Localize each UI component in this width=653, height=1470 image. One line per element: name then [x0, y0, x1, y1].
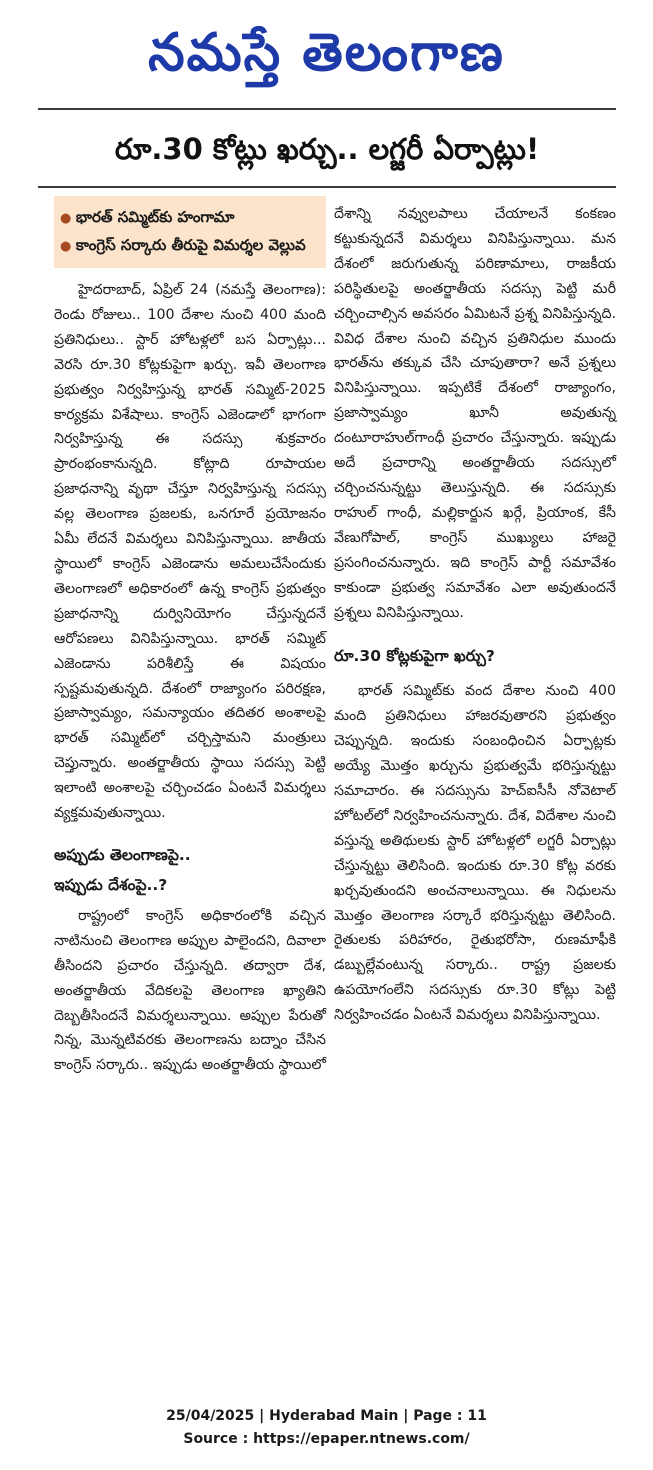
article-paragraph: రాష్ట్రంలో కాంగ్రెస్ అధికారంలోకి వచ్చిన నాటినుంచి తెలంగాణ అప్పుల పాలైందని, దివాలా తీసిందని ప్రచారం చేస్తున్నది. తద్వారా దేశ, అంతర్జాతీయ వేదికలపై తెలంగాణ ఖ్యాతిని దెబ్బతీసిందనే విమర్శలున్నాయి. అప్పుల పేరుతో నిన్న, మొన్నటివరకు తెలంగాణను బద్నాం చేసిన కాంగ్రెస్ సర్కారు.. ఇప్పుడు అంతర్జాతీయ స్థాయిలో [54, 907, 326, 1074]
article-headline: రూ.30 కోట్లు ఖర్చు.. లగ్జరీ ఏర్పాట్లు! [114, 132, 540, 166]
article-paragraph: భారత్ సమ్మిట్‌కు వంద దేశాల నుంచి 400 మంది ప్రతినిధులు హాజరవుతారని ప్రభుత్వం చెప్పున్నది. ఇందుకు సంబంధించిన ఏర్పాట్లకు అయ్యే మొత్తం ఖర్చును ప్రభుత్వమే భరిస్తున్నట్టు సమాచారం. ఈ సదస్సును హెచ్ఐసీసీ నోవెటాల్ హోటల్‌లో నిర్వహించనున్నారు. దేశ, విదేశాల నుంచి వస్తున్న అతిథులకు స్టార్ హోటళ్లలో లగ్జరీ ఏర్పాట్లు చేస్తున్నట్టు తెలిసింది. ఇందుకు రూ.30 కోట్ల వరకు ఖర్చవుతుందని అంచనాలున్నాయి. ఈ నిధులను మొత్తం తెలంగాణ సర్కారే భరిస్తున్నట్టు తెలిసింది. రైతులకు పరిహారం, రైతుభరోసా, రుణమాఫీకి డబ్బుల్లేవంటున్న సర్కారు.. రాష్ట్ర ప్రజలకు ఉపయోగంలేని సదస్సుకు రూ.30 కోట్లు పెట్టి నిర్వహించడం ఏంటనే విమర్శలు వినిపిస్తున్నాయి. [334, 683, 616, 1024]
article-paragraph: దేశాన్ని నవ్వులపాలు చేయాలనే కంకణం కట్టుకున్నదనే విమర్శలు వినిపిస్తున్నాయి. మన దేశంలో జరుగుతున్న పరిణామాలు, రాజకీయ పరిస్థితులపై అంతర్జాతీయ సదస్సు పెట్టి మరీ చర్చించాల్సిన అవసరం ఏమిటనే ప్రశ్న వినిపిస్తున్నది. వివిధ దేశాల నుంచి వచ్చిన ప్రతినిధుల ముందు భారత్‌ను తక్కువ చేసి చూపుతారా? అనే ప్రశ్నలు వినిపిస్తున్నాయి. ఇప్పటికే దేశంలో రాజ్యాంగం, ప్రజాస్వామ్యం ఖూనీ అవుతున్న దంటూరాహుల్‌గాంధీ ప్రచారం చేస్తున్నారు. ఇప్పుడు అదే ప్రచారాన్ని అంతర్జాతీయ సదస్సులో చర్చించనున్నట్టు తెలుస్తున్నది. ఈ సదస్సుకు రాహుల్ గాంధీ, మల్లికార్జున ఖర్గే, ప్రియాంక, కేసీ వేణుగోపాల్, కాంగ్రెస్ ముఖ్యులు హాజరై ప్రసంగించనున్నారు. ఇది కాంగ్రెస్ పార్టీ సమావేశం కాకుండా ప్రభుత్వ సమావేశం ఎలా అవుతుందనే ప్రశ్నలు వినిపిస్తున్నాయి. [334, 206, 616, 621]
masthead-logo: నమస్తే తెలంగాణ [148, 22, 505, 83]
section-subheading: అప్పుడు తెలంగాణపై.. ఇప్పుడు దేశంపై..? [54, 845, 191, 894]
article-paragraph: హైదరాబాద్, ఏప్రిల్ 24 (నమస్తే తెలంగాణ): రెండు రోజులు.. 100 దేశాల నుంచి 400 మంది ప్రతినిధులు.. స్టార్ హోటళ్లలో బస ఏర్పాట్లు... వెరసి రూ.30 కోట్లకుపైగా ఖర్చు. ఇవీ తెలంగాణ ప్రభుత్వం నిర్వహిస్తున్న భారత్ సమ్మిట్-2025 కార్యక్రమ విశేషాలు. కాంగ్రెస్ ఎజెండాలో భాగంగా నిర్వహిస్తున్న ఈ సదస్సు శుక్రవారం ప్రారంభంకానున్నది. కోట్లాది రూపాయల ప్రజాధనాన్ని వృథా చేస్తూ నిర్వహిస్తున్న సదస్సు వల్ల తెలంగాణ ప్రజలకు, ఒనగూరే ప్రయోజనం ఏమీ లేదనే విమర్శలు వినిపిస్తున్నాయి. జాతీయ స్థాయిలో కాంగ్రెస్ ఎజెండాను అమలుచేసేందుకు తెలంగాణలో అధికారంలో ఉన్న కాంగ్రెస్ ప్రభుత్వం ప్రజాధనాన్ని దుర్వినియోగం చేస్తున్నదనే ఆరోపణలు వినిపిస్తున్నాయి. భారత్ సమ్మిట్ ఎజెండాను పరిశీలిస్తే ఈ విషయం స్పష్టమవుతున్నది. దేశంలో రాజ్యాంగం పరిరక్షణ, ప్రజాస్వామ్యం, సమన్యాయం తదితర అంశాలపై భారత్ సమ్మిట్‌లో చర్చిస్తామని మంత్రులు చెప్తున్నారు. అంతర్జాతీయ స్థాయి సదస్సు పెట్టి ఇలాంటి అంశాలపై చర్చించడం ఏంటనే విమర్శలు వ్యక్తమవుతున్నాయి. [54, 282, 326, 822]
top-divider [38, 108, 616, 110]
right-column [334, 202, 616, 1028]
highlight-item: ● భారత్ సమ్మిట్‌కు హంగామా [60, 208, 235, 226]
bullet-icon: ● [60, 239, 76, 254]
highlight-item: ● కాంగ్రెస్ సర్కారు తీరుపై విమర్శల వెల్లువ [60, 236, 306, 254]
headline-divider [38, 186, 616, 188]
bullet-icon: ● [60, 211, 76, 226]
footer-date-edition: 25/04/2025 | Hyderabad Main | Page : 11 [166, 1408, 487, 1424]
section-subheading: రూ.30 కోట్లకుపైగా ఖర్చు? [334, 647, 495, 666]
highlight-box [54, 196, 326, 268]
left-column [54, 196, 326, 1078]
footer-source: Source : https://epaper.ntnews.com/ [183, 1431, 470, 1447]
